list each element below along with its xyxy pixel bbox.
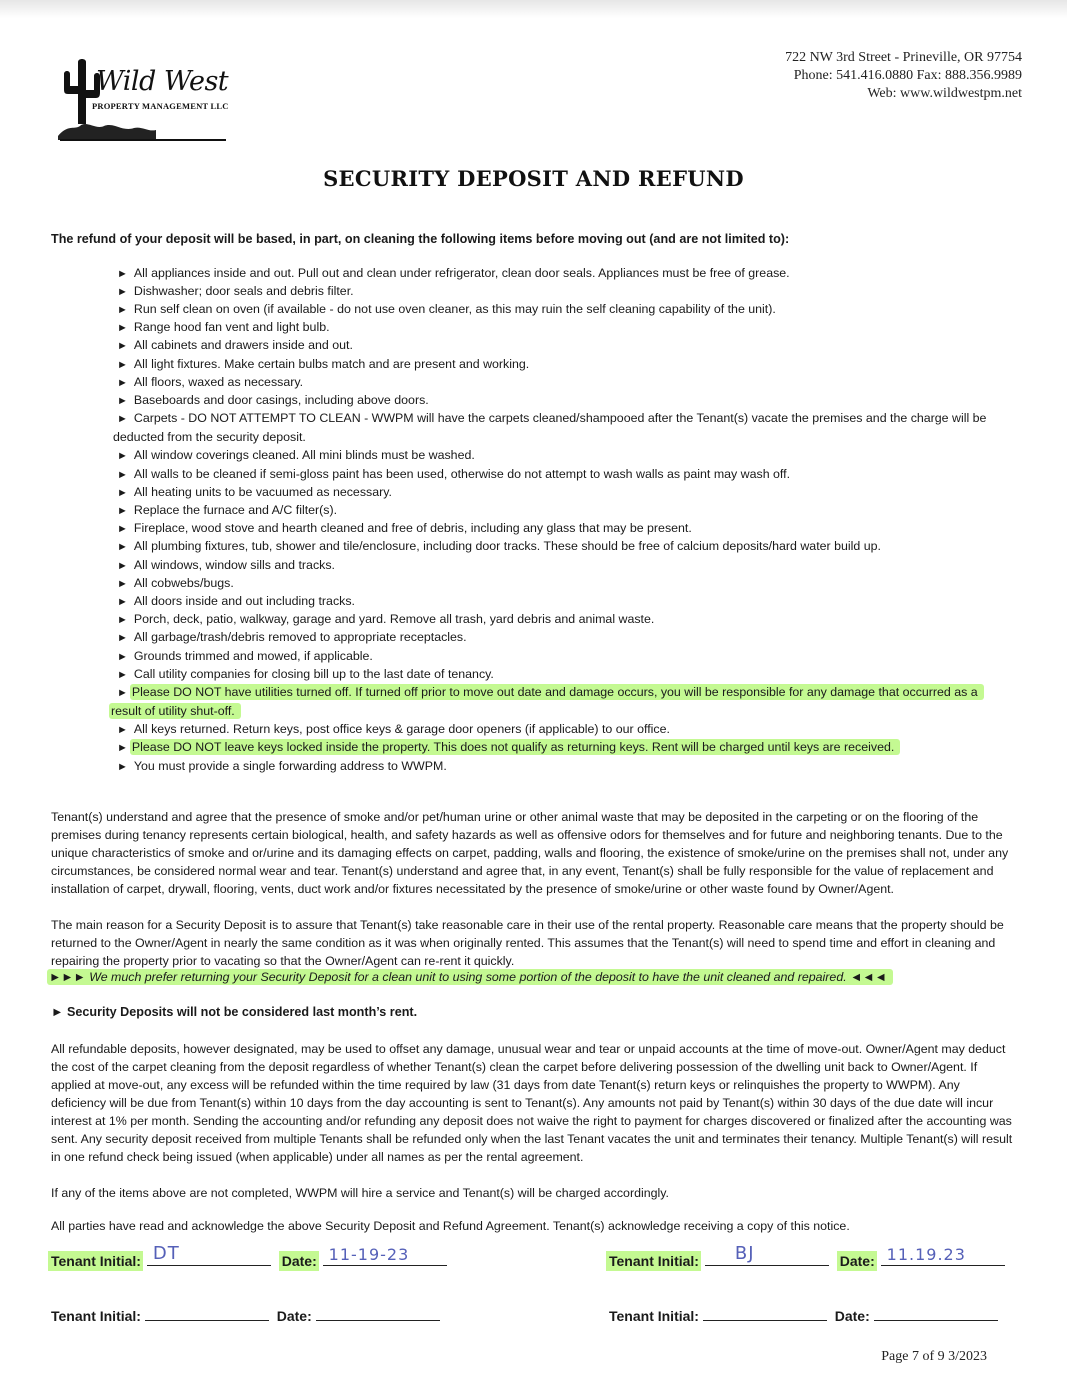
bullet-arrow-icon: ► xyxy=(117,340,128,352)
phone-line: Phone: 541.416.0880 Fax: 888.356.9989 xyxy=(793,68,1022,83)
date-field-3[interactable] xyxy=(316,1304,440,1321)
intro-text: The refund of your deposit will be based, in part, on cleaning the following items before moving out (and are not limited to): xyxy=(51,232,790,246)
checklist-item-text: Please DO NOT have utilities turned off. If turned off prior to move out date and damage occurs, you will be responsible for any damage that occurred as a result of utility shut-off. xyxy=(109,684,984,719)
date-label: Date: xyxy=(837,1251,877,1271)
checklist-item-text: All garbage/trash/debris removed to appropriate receptacles. xyxy=(133,630,467,644)
checklist-item-text: All keys returned. Return keys, post office keys & garage door openers (if applicable) to our office. xyxy=(133,722,670,736)
signature-row-4 xyxy=(609,1304,998,1324)
bullet-arrow-icon: ► xyxy=(117,359,128,371)
bullet-arrow-icon: ► xyxy=(117,614,128,626)
checklist-item xyxy=(113,300,1003,319)
checklist-item-text: All cabinets and drawers inside and out. xyxy=(133,338,353,352)
refundable-deposits-paragraph: All refundable deposits, however designated, may be used to offset any damage, unusual wear and tear or unpaid accounts at the time of move-out. Owner/Agent may deduct the cost of the carpet cleaning from the deposit regardless of whether Tenant(s) clean the carpet before delivering possession of the dwelling unit back to Owner/Agent. If applied at move-out, any excess will be refunded within the time required by law (31 days from date Tenant(s) return keys or relinquishes the property to WWPM). Any deficiency will be due from Tenant(s) within 10 days from the day accounting is sent to Tenant(s). Any amounts not paid by Tenant(s) within 30 days of the due date will incur interest at 1% per month. Sending the accounting and/or refunding any deposit does not waive the right to payment for charges discovered or finalized after the accounting was sent. Any security deposit received from multiple Tenants shall be refunded only when the last Tenant vacates the unit and terminates their tenancy. Multiple Tenant(s) will result in one refund check being issued (when applicable) under all names as per the rental agreement. xyxy=(51,1042,1013,1164)
bullet-arrow-icon: ► xyxy=(117,596,128,608)
checklist-item xyxy=(113,683,1003,720)
scan-edge xyxy=(0,0,1067,18)
bullet-arrow-icon: ► xyxy=(117,487,128,499)
signature-row-2 xyxy=(609,1243,1005,1269)
checklist-item xyxy=(113,738,1003,757)
checklist-item xyxy=(113,264,1003,283)
checklist-item-text: All plumbing fixtures, tub, shower and tile/enclosure, including door tracks. These should be free of calcium deposits/hard water build up. xyxy=(133,539,881,553)
checklist-item xyxy=(113,336,1003,355)
checklist-item xyxy=(113,373,1003,392)
web-line: Web: www.wildwestpm.net xyxy=(867,86,1022,101)
bullet-arrow-icon: ► xyxy=(117,669,128,681)
signature-row-1 xyxy=(51,1243,447,1269)
checklist-item xyxy=(113,409,1003,446)
bullet-arrow-icon: ► xyxy=(117,286,128,298)
bullet-arrow-icon: ► xyxy=(117,450,128,462)
checklist-item-text: All floors, waxed as necessary. xyxy=(133,375,304,389)
bullet-arrow-icon: ► xyxy=(117,742,128,754)
smoke-urine-paragraph: Tenant(s) understand and agree that the presence of smoke and/or pet/human urine or other animal waste that may be deposited in the carpeting or on the flooring of the premises during tenancy represents certain biological, health, and safety hazards as well as offensive odors for themselves and for future and neighboring tenants. Due to the unique characteristics of smoke and or/urine and its damaging effects on carpet, padding, walls and flooring, the existence of smoke/urine on the premises shall not, under any circumstances, be considered normal wear and tear. Tenant(s) understand and agree that, in any event, Tenant(s) shall be fully responsible for the value of replacement and installation of carpet, drywall, flooring, vents, duct work and/or fixtures necessitated by the presence of smoke/urine or other waste found by Owner/Agent. xyxy=(51,810,1009,896)
checklist-item-text: Replace the furnace and A/C filter(s). xyxy=(133,503,338,517)
bullet-arrow-icon: ► xyxy=(117,304,128,316)
tenant-initial-label: Tenant Initial: xyxy=(609,1308,699,1324)
checklist-item-text: All appliances inside and out. Pull out and clean under refrigerator, clean door seals. Appliances must be free of grease. xyxy=(133,266,790,280)
checklist-item-text: All cobwebs/bugs. xyxy=(133,576,234,590)
checklist-item xyxy=(113,592,1003,611)
checklist-item xyxy=(113,318,1003,337)
checklist-item xyxy=(113,446,1003,465)
bullet-arrow-icon: ► xyxy=(117,469,128,481)
checklist-item xyxy=(113,537,1003,556)
checklist-item-text: Fireplace, wood stove and hearth cleaned and free of debris, including any glass that may be present. xyxy=(133,521,692,535)
address-line: 722 NW 3rd Street - Prineville, OR 97754 xyxy=(785,50,1022,65)
tenant-initial-field-3[interactable] xyxy=(145,1304,269,1321)
tenant-initial-field-4[interactable] xyxy=(703,1304,827,1321)
checklist-item-text: All window coverings cleaned. All mini blinds must be washed. xyxy=(133,448,475,462)
checklist-item-text: Grounds trimmed and mowed, if applicable. xyxy=(133,649,373,663)
bullet-arrow-icon: ► xyxy=(117,687,128,699)
bullet-arrow-icon: ► xyxy=(117,268,128,280)
checklist-item-text: You must provide a single forwarding address to WWPM. xyxy=(133,759,447,773)
checklist-item xyxy=(113,574,1003,593)
checklist-item xyxy=(113,282,1003,301)
checklist-item-text: Call utility companies for closing bill up to the last date of tenancy. xyxy=(133,667,494,681)
date-label: Date: xyxy=(834,1308,870,1324)
checklist-item xyxy=(113,757,1003,776)
checklist-item xyxy=(113,483,1003,502)
bullet-arrow-icon: ► xyxy=(117,395,128,407)
checklist-item-text: Baseboards and door casings, including above doors. xyxy=(133,393,429,407)
date-field-2[interactable] xyxy=(881,1245,1005,1266)
tenant-initial-field-1[interactable] xyxy=(147,1243,271,1266)
checklist-item xyxy=(113,519,1003,538)
bullet-arrow-icon: ► xyxy=(117,724,128,736)
checklist-item-text: All light fixtures. Make certain bulbs match and are present and working. xyxy=(133,357,530,371)
checklist-item xyxy=(113,391,1003,410)
uncompleted-items-paragraph: If any of the items above are not completed, WWPM will hire a service and Tenant(s) will be charged accordingly. xyxy=(51,1186,669,1200)
bullet-arrow-icon: ► xyxy=(117,523,128,535)
bullet-arrow-icon: ► xyxy=(117,322,128,334)
bullet-arrow-icon: ► xyxy=(117,651,128,663)
logo-wordmark: Wild West xyxy=(96,66,229,97)
company-address-block xyxy=(785,49,1022,103)
preference-text: ►►► We much prefer returning your Security Deposit for a clean unit to using some portion of the deposit to have the unit cleaned and repaired. ◄◄◄ xyxy=(47,969,893,985)
acknowledgement-paragraph: All parties have read and acknowledge the above Security Deposit and Refund Agreement. Tenant(s) acknowledge receiving a copy of this notice. xyxy=(51,1219,850,1233)
checklist-item-text: Dishwasher; door seals and debris filter. xyxy=(133,284,354,298)
checklist-item xyxy=(113,465,1003,484)
checklist-item-text: Run self clean on oven (if available - do not use oven cleaner, as this may ruin the self cleaning capability of the unit). xyxy=(133,302,776,316)
bullet-arrow-icon: ► xyxy=(117,413,128,425)
tenant-initial-label: Tenant Initial: xyxy=(51,1308,141,1324)
checklist-item-text: All walls to be cleaned if semi-gloss paint has been used, otherwise do not attempt to wash walls as paint may wash off. xyxy=(133,467,791,481)
bullet-arrow-icon: ► xyxy=(117,560,128,572)
bullet-arrow-icon: ► xyxy=(117,377,128,389)
date-field-4[interactable] xyxy=(874,1304,998,1321)
handwritten-date: 11.19.23 xyxy=(886,1245,966,1264)
tenant-initial-field-2[interactable] xyxy=(705,1243,829,1266)
page-title: SECURITY DEPOSIT AND REFUND xyxy=(323,166,744,191)
checklist-item xyxy=(113,610,1003,629)
bullet-arrow-icon: ► xyxy=(117,761,128,773)
logo-subtitle: PROPERTY MANAGEMENT LLC xyxy=(92,101,229,111)
checklist-item xyxy=(113,647,1003,666)
checklist-item xyxy=(113,556,1003,575)
checklist-item xyxy=(113,501,1003,520)
checklist-item-text: All doors inside and out including tracks. xyxy=(133,594,355,608)
date-field-1[interactable] xyxy=(323,1245,447,1266)
preference-statement xyxy=(51,970,893,984)
handwritten-initial: BJ xyxy=(734,1243,755,1264)
bullet-arrow-icon: ► xyxy=(117,505,128,517)
checklist-item xyxy=(113,665,1003,684)
date-label: Date: xyxy=(279,1251,319,1271)
bullet-arrow-icon: ► xyxy=(117,578,128,590)
signature-row-3 xyxy=(51,1304,440,1324)
tenant-initial-label: Tenant Initial: xyxy=(48,1251,143,1271)
deposit-reason-paragraph: The main reason for a Security Deposit is to assure that Tenant(s) take reasonable care in their use of the rental property. Reasonable care means that the property should be returned to the Owner/Agent in nearly the same condition as it was when originally rented. This assumes that the Tenant(s) will need to spend time and effort in cleaning and repairing the property prior to vacating so that the Owner/Agent can re-rent it quickly. xyxy=(51,918,1004,968)
bullet-arrow-icon: ► xyxy=(117,541,128,553)
checklist-item xyxy=(113,628,1003,647)
checklist-item-text: All heating units to be vacuumed as necessary. xyxy=(133,485,392,499)
date-label: Date: xyxy=(276,1308,312,1324)
checklist-item xyxy=(113,355,1003,374)
handwritten-date: 11-19-23 xyxy=(328,1245,410,1264)
not-last-month-rent: ► Security Deposits will not be considered last month’s rent. xyxy=(51,1005,418,1019)
checklist-item-text: Please DO NOT leave keys locked inside the property. This does not qualify as returning keys. Rent will be charged until keys are received. xyxy=(130,739,900,755)
checklist-item-text: Range hood fan vent and light bulb. xyxy=(133,320,330,334)
checklist-item-text: All windows, window sills and tracks. xyxy=(133,558,335,572)
bullet-arrow-icon: ► xyxy=(117,632,128,644)
checklist-item-text: Porch, deck, patio, walkway, garage and yard. Remove all trash, yard debris and animal waste. xyxy=(133,612,655,626)
tenant-initial-label: Tenant Initial: xyxy=(606,1251,701,1271)
checklist-item-text: Carpets - DO NOT ATTEMPT TO CLEAN - WWPM will have the carpets cleaned/shampooed after the Tenant(s) vacate the premises and the charge will be deducted from the security deposit. xyxy=(113,411,987,444)
page-footer: Page 7 of 9 3/2023 xyxy=(881,1349,987,1364)
checklist-item xyxy=(113,720,1003,739)
handwritten-initial: DT xyxy=(152,1243,180,1264)
